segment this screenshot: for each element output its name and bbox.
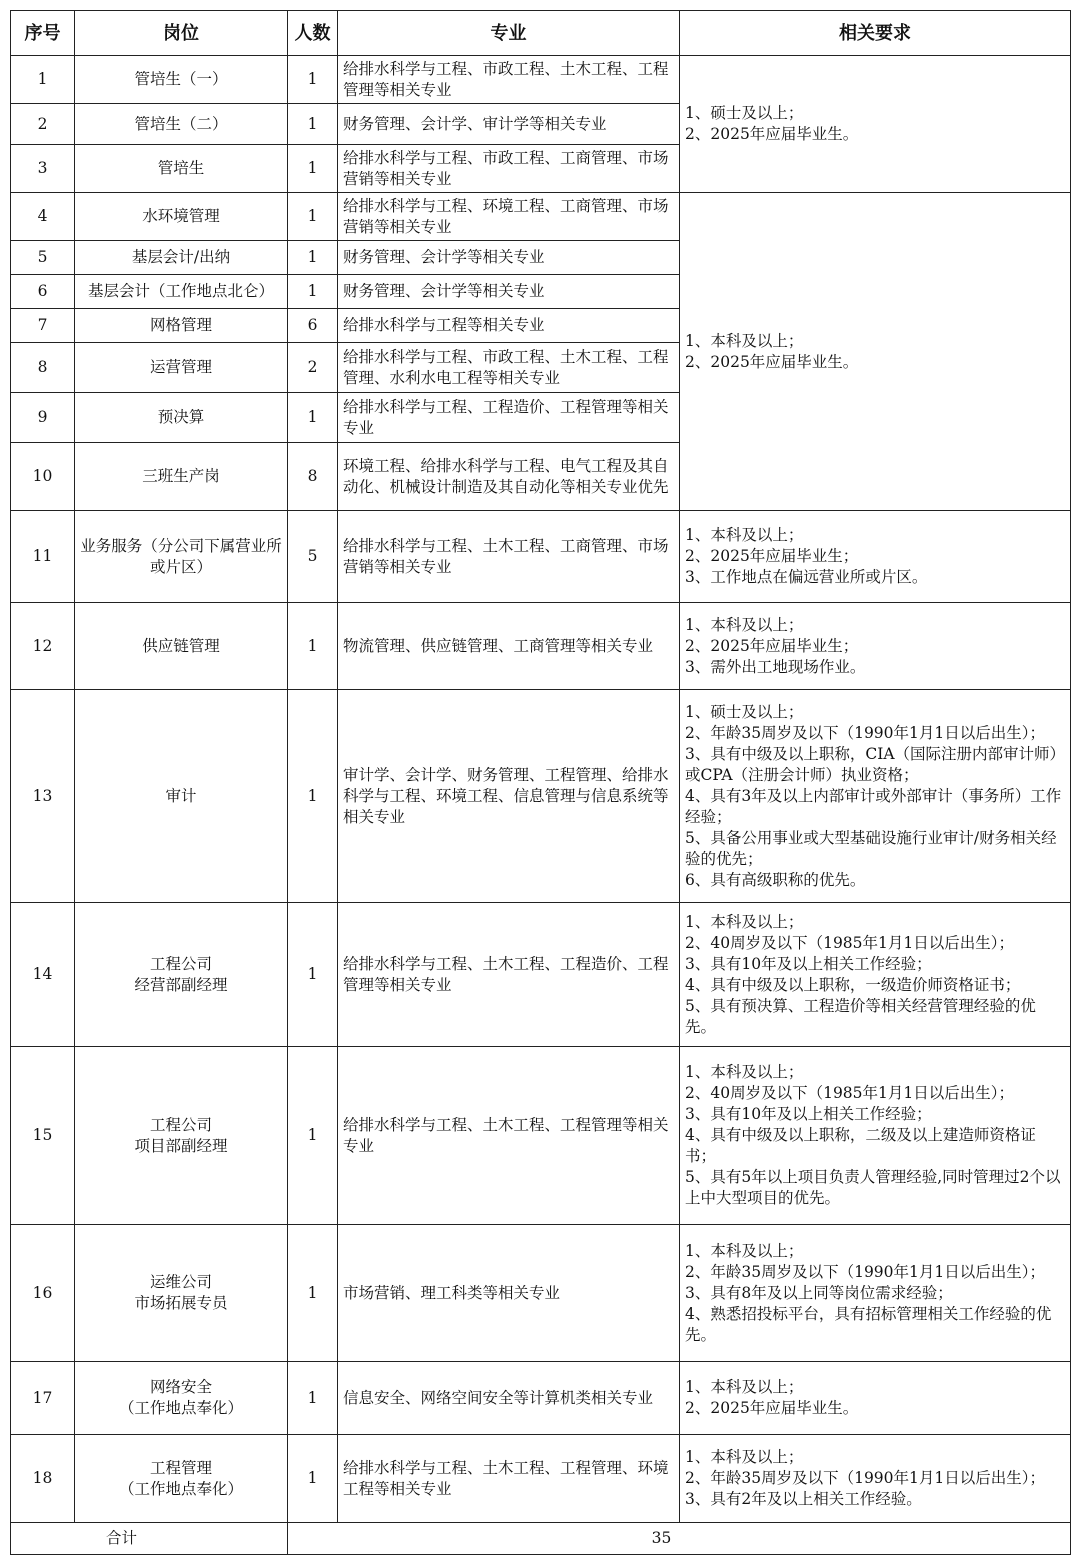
col-header-requirements: 相关要求 [680,11,1071,56]
row-major: 给排水科学与工程等相关专业 [338,309,680,343]
row-post: 基层会计/出纳 [75,241,288,275]
row-major: 给排水科学与工程、土木工程、工程管理、环境工程等相关专业 [338,1435,680,1523]
row-no: 11 [11,511,75,603]
row-count: 1 [288,104,338,145]
row-requirements: 1、本科及以上； 2、40周岁及以下（1985年1月1日以后出生）； 3、具有10年及以上相关工作经验； 4、具有中级及以上职称，二级及以上建造师资格证书； 5、具有5年以上项目负责人管理经验,同时管理过2个以上中大型项目的优先。 [680,1047,1071,1225]
row-post: 工程管理 （工作地点奉化） [75,1435,288,1523]
row-no: 13 [11,690,75,903]
row-major: 给排水科学与工程、环境工程、工商管理、市场营销等相关专业 [338,193,680,241]
row-count: 1 [288,1047,338,1225]
row-no: 8 [11,343,75,393]
row-major: 给排水科学与工程、市政工程、土木工程、工程管理、水利水电工程等相关专业 [338,343,680,393]
row-count: 1 [288,145,338,193]
table-row [11,511,1071,603]
row-count: 1 [288,1435,338,1523]
row-no: 3 [11,145,75,193]
row-post: 预决算 [75,393,288,443]
table-row [11,1047,1071,1225]
total-value: 35 [288,1523,1071,1555]
row-requirements: 1、本科及以上； 2、40周岁及以下（1985年1月1日以后出生）； 3、具有10年及以上相关工作经验； 4、具有中级及以上职称，一级造价师资格证书； 5、具有预决算、工程造价等相关经营管理经验的优先。 [680,903,1071,1047]
header-row [11,11,1071,56]
row-post: 水环境管理 [75,193,288,241]
row-post: 业务服务（分公司下属营业所或片区） [75,511,288,603]
total-row [11,1523,1071,1555]
row-no: 15 [11,1047,75,1225]
row-post: 三班生产岗 [75,443,288,511]
row-post: 供应链管理 [75,603,288,690]
row-no: 9 [11,393,75,443]
row-major: 给排水科学与工程、市政工程、工商管理、市场营销等相关专业 [338,145,680,193]
row-requirements: 1、本科及以上； 2、2025年应届毕业生； 3、工作地点在偏远营业所或片区。 [680,511,1071,603]
row-requirements: 1、本科及以上； 2、2025年应届毕业生； 3、需外出工地现场作业。 [680,603,1071,690]
row-no: 4 [11,193,75,241]
row-no: 1 [11,56,75,104]
row-post: 管培生（二） [75,104,288,145]
row-count: 1 [288,241,338,275]
row-requirements: 1、本科及以上； 2、年龄35周岁及以下（1990年1月1日以后出生）； 3、具有8年及以上同等岗位需求经验； 4、熟悉招投标平台，具有招标管理相关工作经验的优先。 [680,1225,1071,1362]
total-label: 合计 [11,1523,288,1555]
table-row [11,193,1071,241]
row-major: 给排水科学与工程、工程造价、工程管理等相关专业 [338,393,680,443]
row-post: 管培生（一） [75,56,288,104]
row-count: 1 [288,903,338,1047]
row-count: 1 [288,193,338,241]
row-post: 运营管理 [75,343,288,393]
recruitment-table [10,10,1071,1555]
row-no: 7 [11,309,75,343]
table-row [11,1435,1071,1523]
row-post: 工程公司 项目部副经理 [75,1047,288,1225]
row-major: 市场营销、理工科类等相关专业 [338,1225,680,1362]
col-header-no: 序号 [11,11,75,56]
row-no: 10 [11,443,75,511]
row-count: 1 [288,690,338,903]
row-post: 工程公司 经营部副经理 [75,903,288,1047]
col-header-post: 岗位 [75,11,288,56]
row-count: 2 [288,343,338,393]
requirements-group-2: 1、本科及以上； 2、2025年应届毕业生。 [680,193,1071,511]
table-row [11,56,1071,104]
row-post: 网络安全 （工作地点奉化） [75,1362,288,1435]
requirements-group-1: 1、硕士及以上； 2、2025年应届毕业生。 [680,56,1071,193]
row-major: 环境工程、给排水科学与工程、电气工程及其自动化、机械设计制造及其自动化等相关专业优先 [338,443,680,511]
row-no: 18 [11,1435,75,1523]
row-post: 管培生 [75,145,288,193]
row-post: 基层会计（工作地点北仑） [75,275,288,309]
col-header-major: 专业 [338,11,680,56]
row-count: 5 [288,511,338,603]
row-no: 16 [11,1225,75,1362]
table-row [11,903,1071,1047]
row-count: 1 [288,603,338,690]
row-major: 给排水科学与工程、土木工程、工程造价、工程管理等相关专业 [338,903,680,1047]
row-count: 6 [288,309,338,343]
row-no: 2 [11,104,75,145]
col-header-count: 人数 [288,11,338,56]
row-count: 1 [288,393,338,443]
table-row [11,603,1071,690]
row-count: 1 [288,275,338,309]
row-requirements: 1、本科及以上； 2、2025年应届毕业生。 [680,1362,1071,1435]
row-major: 物流管理、供应链管理、工商管理等相关专业 [338,603,680,690]
table-row [11,690,1071,903]
row-major: 财务管理、会计学等相关专业 [338,241,680,275]
row-major: 财务管理、会计学、审计学等相关专业 [338,104,680,145]
row-major: 财务管理、会计学等相关专业 [338,275,680,309]
row-count: 1 [288,1362,338,1435]
row-major: 给排水科学与工程、土木工程、工商管理、市场营销等相关专业 [338,511,680,603]
row-post: 审计 [75,690,288,903]
row-major: 信息安全、网络空间安全等计算机类相关专业 [338,1362,680,1435]
row-no: 17 [11,1362,75,1435]
row-no: 12 [11,603,75,690]
row-count: 8 [288,443,338,511]
row-count: 1 [288,56,338,104]
row-post: 网格管理 [75,309,288,343]
row-major: 审计学、会计学、财务管理、工程管理、给排水科学与工程、环境工程、信息管理与信息系统等相关专业 [338,690,680,903]
row-no: 5 [11,241,75,275]
row-count: 1 [288,1225,338,1362]
row-requirements: 1、本科及以上； 2、年龄35周岁及以下（1990年1月1日以后出生）； 3、具有2年及以上相关工作经验。 [680,1435,1071,1523]
row-no: 6 [11,275,75,309]
row-major: 给排水科学与工程、市政工程、土木工程、工程管理等相关专业 [338,56,680,104]
row-post: 运维公司 市场拓展专员 [75,1225,288,1362]
table-row [11,1225,1071,1362]
row-no: 14 [11,903,75,1047]
row-requirements: 1、硕士及以上； 2、年龄35周岁及以下（1990年1月1日以后出生）； 3、具有中级及以上职称，CIA（国际注册内部审计师）或CPA（注册会计师）执业资格； 4、具有3年及以上内部审计或外部审计（事务所）工作经验； 5、具备公用事业或大型基础设施行业审计/财务相关经验的优先； 6、具有高级职称的优先。 [680,690,1071,903]
table-row [11,1362,1071,1435]
row-major: 给排水科学与工程、土木工程、工程管理等相关专业 [338,1047,680,1225]
